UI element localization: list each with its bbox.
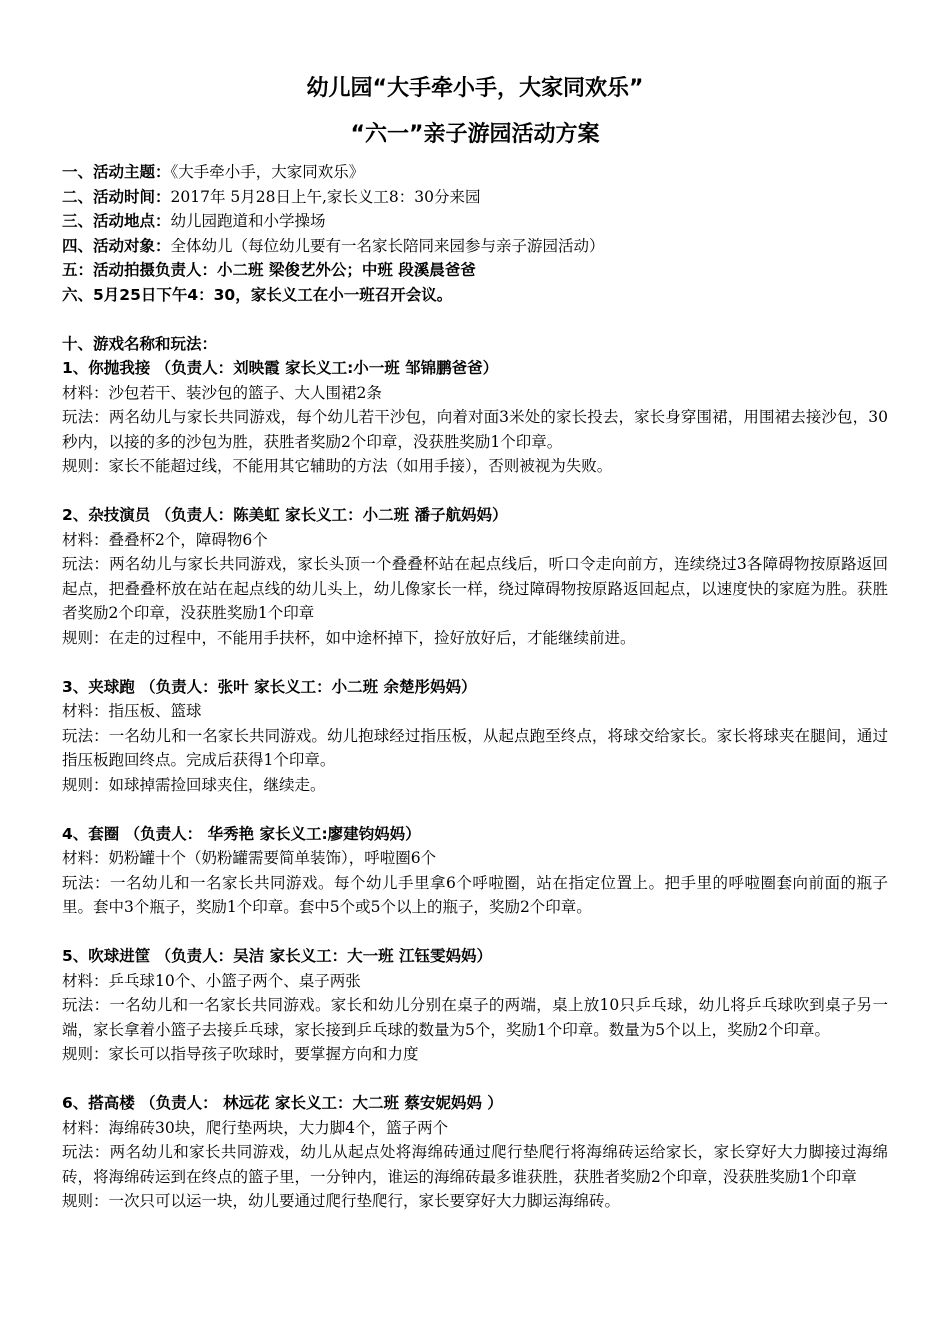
game-materials: 材料：叠叠杯2个，障碍物6个 (62, 530, 268, 549)
game-section (62, 675, 888, 798)
game-materials: 材料：奶粉罐十个（奶粉罐需要简单装饰），呼啦圈6个 (62, 849, 437, 867)
info-label: 五：活动拍摄负责人： (62, 261, 218, 279)
game-heading: 4、套圈 （负责人： 华秀艳 家长义工:廖建钧妈妈） (62, 824, 421, 843)
game-heading: 6、搭高楼 （负责人： 林远花 家长义工：大二班 蔡安妮妈妈 ） (62, 1094, 503, 1112)
info-value: 2017年 5月28日上午,家长义工8：30分来园 (170, 187, 481, 206)
game-section (62, 822, 888, 920)
game-materials: 材料：指压板、篮球 (62, 702, 202, 720)
info-participants (62, 234, 888, 259)
games-heading: 十、游戏名称和玩法： (62, 334, 218, 353)
info-label: 四、活动对象： (62, 236, 171, 255)
game-rules: 规则：家长可以指导孩子吹球时，要掌握方向和力度 (62, 1045, 419, 1063)
info-time (62, 185, 888, 210)
info-theme (62, 160, 888, 185)
info-value: 小二班 梁俊艺外公；中班 段溪晨爸爸 (217, 261, 476, 279)
game-play: 玩法：两名幼儿与家长共同游戏，家长头顶一个叠叠杯站在起点线后，听口令走向前方，连续绕过3各障碍物按原路返回起点，把叠叠杯放在站在起点线的幼儿头上，幼儿像家长一样，绕过障碍物按原路返回起点，以速度快的家庭为胜。获胜者奖励2个印章，没获胜奖励1个印章 (62, 555, 888, 622)
game-play: 玩法：两名幼儿与家长共同游戏，每个幼儿若干沙包，向着对面3米处的家长投去，家长身穿围裙，用围裙去接沙包，30秒内，以接的多的沙包为胜，获胜者奖励2个印章，没获胜奖励1个印章。 (62, 408, 888, 451)
info-label: 二、活动时间： (62, 187, 171, 206)
info-label: 三、活动地点： (62, 212, 171, 230)
game-play: 玩法：两名幼儿和家长共同游戏，幼儿从起点处将海绵砖通过爬行垫爬行将海绵砖运给家长，家长穿好大力脚接过海绵砖，将海绵砖运到在终点的篮子里，一分钟内，谁运的海绵砖最多谁获胜，获胜者奖励2个印章，没获胜奖励1个印章 (62, 1143, 888, 1186)
game-play: 玩法：一名幼儿和一名家长共同游戏。幼儿抱球经过指压板，从起点跑至终点，将球交给家长。家长将球夹在腿间，通过指压板跑回终点。完成后获得1个印章。 (62, 726, 888, 769)
info-value: 幼儿园跑道和小学操场 (170, 212, 326, 230)
game-section (62, 503, 888, 650)
info-label: 六、5月25日下午4：30，家长义工在小一班召开会议。 (62, 285, 453, 304)
game-heading: 5、吹球进筐 （负责人：吴洁 家长义工：大一班 江钰雯妈妈） (62, 947, 492, 965)
document-title: 幼儿园“大手牵小手，大家同欢乐” (306, 76, 644, 101)
info-meeting (62, 283, 888, 308)
game-rules: 规则：在走的过程中，不能用手扶杯，如中途杯掉下，捡好放好后，才能继续前进。 (62, 628, 636, 647)
game-section (62, 1091, 888, 1214)
game-materials: 材料：沙包若干、装沙包的篮子、大人围裙2条 (62, 383, 382, 402)
info-photographers (62, 258, 888, 283)
game-play: 玩法：一名幼儿和一名家长共同游戏。家长和幼儿分别在桌子的两端，桌上放10只乒乓球，幼儿将乒乓球吹到桌子另一端，家长拿着小篮子去接乒乓球，家长接到乒乓球的数量为5个，奖励1个印章。数量为5个以上，奖励2个印章。 (62, 996, 888, 1039)
game-section (62, 944, 888, 1067)
game-rules: 规则：如球掉需捡回球夹住，继续走。 (62, 775, 326, 794)
info-location (62, 209, 888, 234)
info-label: 一、活动主题： (62, 163, 171, 181)
game-heading: 2、杂技演员 （负责人：陈美虹 家长义工：小二班 潘子航妈妈） (62, 506, 508, 524)
game-section (62, 356, 888, 479)
game-heading: 3、夹球跑 （负责人：张叶 家长义工：小二班 余楚彤妈妈） (62, 677, 477, 696)
info-value: 《大手牵小手，大家同欢乐》 (170, 163, 365, 181)
game-materials: 材料：海绵砖30块，爬行垫两块，大力脚4个，篮子两个 (62, 1118, 449, 1137)
game-rules: 规则：家长不能超过线，不能用其它辅助的方法（如用手接），否则被视为失败。 (62, 457, 613, 475)
document-subtitle: “六一”亲子游园活动方案 (350, 122, 600, 147)
game-materials: 材料：乒乓球10个、小篮子两个、桌子两张 (62, 971, 361, 990)
game-play: 玩法：一名幼儿和一名家长共同游戏。每个幼儿手里拿6个呼啦圈，站在指定位置上。把手里的呼啦圈套向前面的瓶子里。套中3个瓶子，奖励1个印章。套中5个或5个以上的瓶子，奖励2个印章。 (62, 873, 888, 916)
game-rules: 规则：一次只可以运一块，幼儿要通过爬行垫爬行，家长要穿好大力脚运海绵砖。 (62, 1192, 621, 1210)
activity-info (62, 160, 888, 307)
info-value: 全体幼儿（每位幼儿要有一名家长陪同来园参与亲子游园活动） (170, 236, 605, 255)
game-heading: 1、你抛我接 （负责人：刘映霞 家长义工:小一班 邹锦鹏爸爸） (62, 359, 499, 377)
